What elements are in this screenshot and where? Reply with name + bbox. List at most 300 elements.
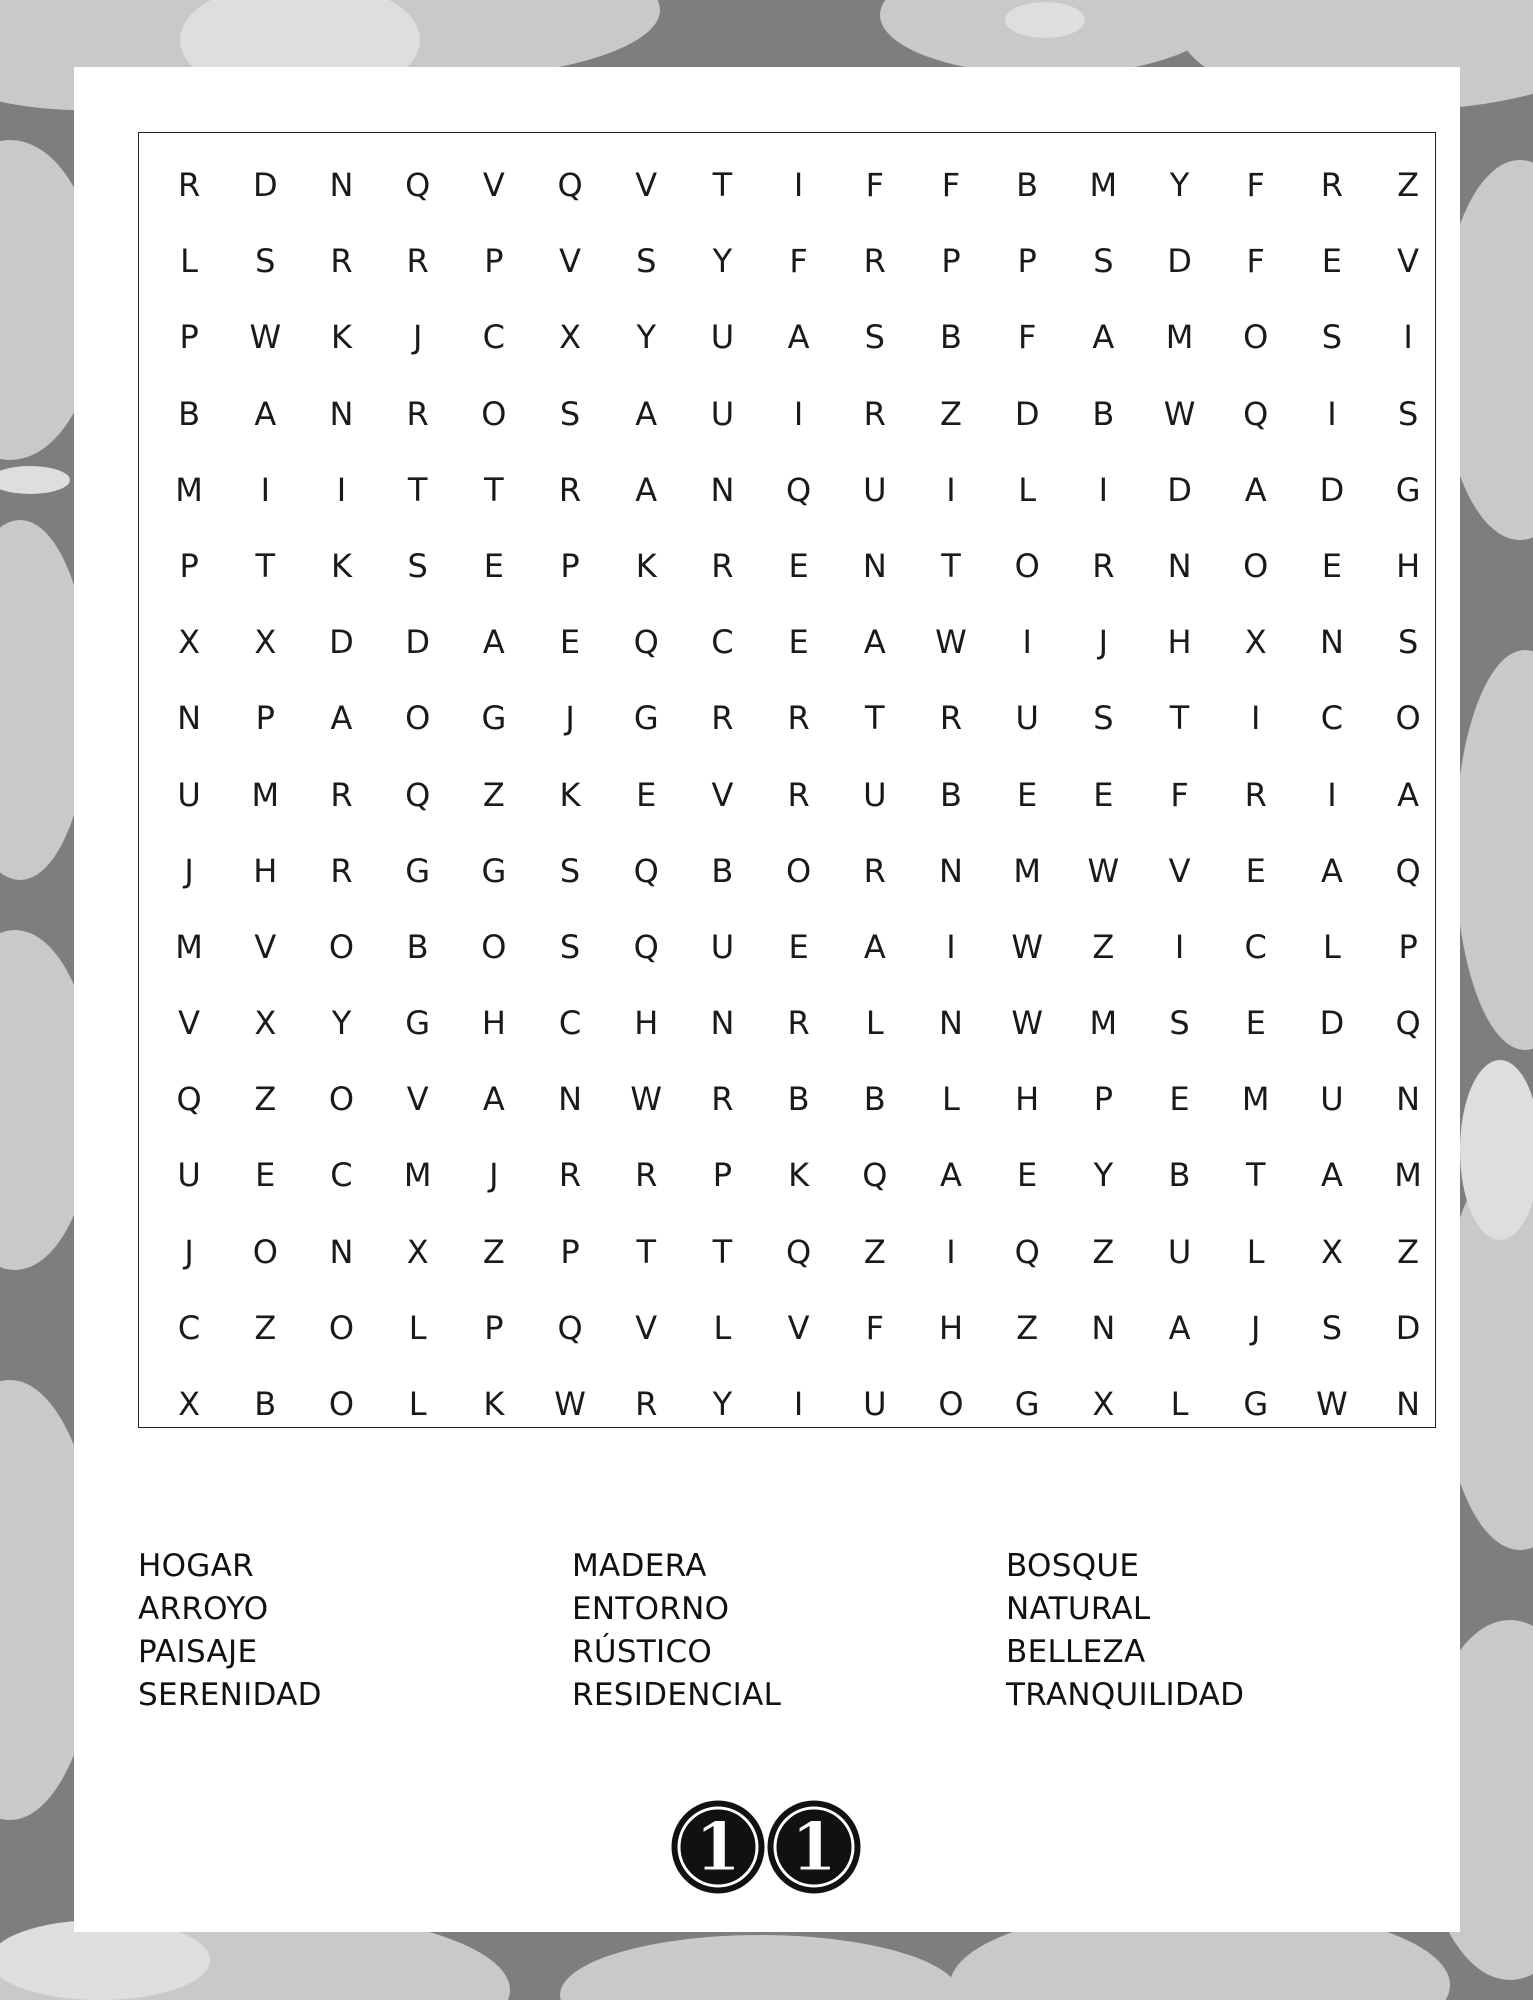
grid-letter[interactable]: K: [559, 775, 581, 814]
grid-letter[interactable]: D: [1395, 1308, 1421, 1347]
grid-letter[interactable]: A: [1168, 1308, 1191, 1347]
grid-letter[interactable]: Q: [633, 927, 659, 966]
grid-letter[interactable]: P: [179, 318, 199, 357]
grid-letter[interactable]: G: [405, 1004, 431, 1043]
grid-letter[interactable]: S: [559, 851, 581, 890]
grid-letter[interactable]: U: [863, 470, 887, 509]
grid-letter[interactable]: G: [481, 851, 507, 890]
grid-letter[interactable]: L: [865, 1004, 884, 1043]
grid-letter[interactable]: A: [330, 699, 353, 738]
grid-letter[interactable]: T: [865, 699, 885, 738]
grid-letter[interactable]: D: [329, 623, 354, 662]
grid-letter[interactable]: K: [788, 1156, 810, 1195]
grid-letter[interactable]: L: [1018, 470, 1037, 509]
grid-letter[interactable]: E: [483, 546, 504, 585]
grid-letter[interactable]: C: [177, 1308, 201, 1347]
grid-letter[interactable]: J: [489, 1156, 499, 1195]
grid-letter[interactable]: M: [1013, 851, 1041, 890]
grid-letter[interactable]: P: [560, 546, 580, 585]
grid-letter[interactable]: R: [863, 851, 886, 890]
grid-letter[interactable]: R: [558, 1156, 582, 1195]
grid-letter[interactable]: X: [1244, 623, 1267, 662]
grid-letter[interactable]: N: [1319, 623, 1344, 662]
grid-letter[interactable]: M: [1089, 166, 1118, 204]
grid-letter[interactable]: Q: [1243, 394, 1269, 433]
grid-letter[interactable]: R: [177, 166, 201, 204]
grid-letter[interactable]: G: [1243, 1385, 1269, 1423]
grid-letter[interactable]: Q: [1395, 1004, 1421, 1043]
grid-letter[interactable]: S: [1321, 318, 1343, 357]
grid-letter[interactable]: I: [1327, 394, 1337, 433]
grid-letter[interactable]: G: [1395, 470, 1421, 509]
grid-letter[interactable]: N: [1396, 1385, 1421, 1423]
grid-letter[interactable]: A: [1320, 1156, 1343, 1195]
grid-letter[interactable]: Z: [254, 1080, 277, 1119]
grid-letter[interactable]: Z: [482, 775, 505, 814]
grid-letter[interactable]: U: [1167, 1232, 1192, 1271]
grid-letter[interactable]: J: [1098, 623, 1109, 662]
grid-letter[interactable]: B: [939, 775, 962, 814]
grid-letter[interactable]: Q: [405, 775, 431, 814]
grid-letter[interactable]: Q: [176, 1080, 202, 1119]
grid-letter[interactable]: E: [255, 1156, 276, 1195]
grid-letter[interactable]: K: [330, 318, 352, 357]
grid-letter[interactable]: X: [254, 623, 277, 662]
grid-letter[interactable]: R: [939, 699, 963, 738]
grid-letter[interactable]: W: [249, 318, 282, 357]
grid-letter[interactable]: E: [1093, 775, 1114, 814]
grid-letter[interactable]: I: [1022, 623, 1032, 662]
grid-letter[interactable]: Q: [862, 1156, 888, 1195]
grid-letter[interactable]: B: [787, 1080, 810, 1119]
grid-letter[interactable]: S: [407, 546, 428, 585]
grid-letter[interactable]: E: [1017, 775, 1038, 814]
grid-letter[interactable]: W: [1087, 851, 1120, 890]
grid-letter[interactable]: B: [1016, 166, 1039, 204]
grid-letter[interactable]: R: [330, 242, 353, 281]
grid-letter[interactable]: V: [635, 1308, 658, 1347]
grid-letter[interactable]: N: [329, 166, 354, 204]
grid-letter[interactable]: L: [408, 1385, 427, 1423]
grid-letter[interactable]: E: [636, 775, 657, 814]
grid-letter[interactable]: R: [406, 242, 429, 281]
grid-letter[interactable]: V: [711, 775, 734, 814]
grid-letter[interactable]: I: [793, 394, 804, 433]
grid-letter[interactable]: P: [255, 699, 275, 738]
grid-letter[interactable]: Z: [254, 1308, 277, 1347]
grid-letter[interactable]: P: [712, 1156, 733, 1195]
grid-letter[interactable]: L: [1322, 927, 1341, 966]
grid-letter[interactable]: I: [793, 166, 804, 204]
grid-letter[interactable]: N: [862, 546, 887, 585]
grid-letter[interactable]: F: [1170, 775, 1189, 814]
grid-letter[interactable]: Z: [1016, 1308, 1039, 1347]
grid-letter[interactable]: Y: [712, 1385, 733, 1423]
grid-letter[interactable]: X: [1092, 1385, 1115, 1423]
grid-letter[interactable]: A: [1244, 470, 1267, 509]
grid-letter[interactable]: T: [484, 470, 504, 509]
grid-letter[interactable]: O: [328, 1385, 355, 1423]
grid-letter[interactable]: J: [565, 699, 575, 738]
grid-letter[interactable]: C: [1320, 699, 1344, 738]
grid-letter[interactable]: C: [482, 318, 506, 357]
grid-letter[interactable]: H: [634, 1004, 659, 1043]
grid-letter[interactable]: W: [935, 623, 967, 662]
grid-letter[interactable]: G: [405, 851, 431, 890]
grid-letter[interactable]: N: [558, 1080, 582, 1119]
grid-letter[interactable]: Q: [1014, 1232, 1040, 1271]
grid-letter[interactable]: U: [177, 1156, 201, 1195]
grid-letter[interactable]: Y: [636, 318, 656, 357]
grid-letter[interactable]: U: [863, 1385, 887, 1423]
grid-letter[interactable]: Z: [1397, 166, 1420, 204]
grid-letter[interactable]: S: [1321, 1308, 1343, 1347]
page-number-badge-left: [673, 1802, 763, 1892]
grid-letter[interactable]: P: [941, 242, 961, 281]
grid-letter[interactable]: N: [939, 1004, 963, 1043]
grid-letter[interactable]: F: [941, 166, 961, 204]
grid-letter[interactable]: I: [1174, 927, 1185, 966]
grid-letter[interactable]: H: [1167, 623, 1192, 662]
grid-letter[interactable]: X: [178, 1385, 201, 1423]
grid-letter[interactable]: W: [1011, 1004, 1043, 1043]
grid-letter[interactable]: D: [1319, 1004, 1345, 1043]
grid-letter[interactable]: J: [412, 318, 423, 357]
grid-letter[interactable]: I: [336, 470, 347, 509]
grid-letter[interactable]: T: [407, 470, 428, 509]
grid-letter[interactable]: B: [406, 927, 429, 966]
grid-letter[interactable]: A: [940, 1156, 962, 1195]
grid-letter[interactable]: L: [713, 1308, 732, 1347]
grid-letter[interactable]: M: [175, 470, 203, 509]
grid-letter[interactable]: B: [711, 851, 734, 890]
grid-letter[interactable]: S: [1093, 699, 1114, 738]
grid-letter[interactable]: Y: [712, 242, 733, 281]
grid-letter[interactable]: D: [1167, 242, 1192, 281]
grid-letter[interactable]: Q: [1395, 851, 1421, 890]
grid-letter[interactable]: S: [559, 927, 581, 966]
grid-letter[interactable]: D: [405, 623, 430, 662]
grid-letter[interactable]: W: [1316, 1385, 1348, 1423]
grid-letter[interactable]: I: [260, 470, 270, 509]
grid-letter[interactable]: A: [1320, 851, 1343, 890]
grid-letter[interactable]: O: [481, 927, 507, 966]
grid-letter[interactable]: Y: [331, 1004, 352, 1043]
grid-letter[interactable]: L: [180, 242, 198, 281]
grid-letter[interactable]: Y: [1169, 166, 1190, 204]
grid-letter[interactable]: N: [1091, 1308, 1116, 1347]
grid-letter[interactable]: O: [1395, 699, 1421, 738]
grid-letter[interactable]: T: [712, 166, 733, 204]
grid-letter[interactable]: O: [1014, 546, 1040, 585]
grid-letter[interactable]: Z: [1092, 927, 1115, 966]
grid-letter[interactable]: A: [635, 470, 658, 509]
grid-letter[interactable]: V: [635, 166, 658, 204]
grid-letter[interactable]: D: [252, 166, 278, 204]
word-list-column: [1006, 1545, 1398, 1717]
grid-letter[interactable]: P: [484, 242, 504, 281]
grid-letter[interactable]: R: [863, 242, 886, 281]
grid-letter[interactable]: S: [1397, 623, 1419, 662]
grid-letter[interactable]: P: [1017, 242, 1037, 281]
grid-letter[interactable]: M: [403, 1156, 432, 1195]
grid-letter[interactable]: V: [1397, 242, 1420, 281]
grid-letter[interactable]: D: [1014, 394, 1040, 433]
grid-letter[interactable]: U: [710, 927, 735, 966]
grid-letter[interactable]: O: [405, 699, 431, 738]
grid-letter[interactable]: Q: [633, 623, 659, 662]
grid-letter[interactable]: O: [328, 1080, 355, 1119]
grid-padding: [380, 133, 456, 169]
grid-letter[interactable]: X: [178, 623, 201, 662]
grid-letter[interactable]: E: [1245, 851, 1266, 890]
grid-letter[interactable]: C: [711, 623, 734, 662]
grid-letter[interactable]: E: [1321, 242, 1343, 281]
grid-letter[interactable]: F: [789, 242, 808, 281]
word-list-item: ARROYO: [138, 1591, 269, 1627]
grid-letter[interactable]: N: [329, 394, 354, 433]
grid-letter[interactable]: R: [863, 394, 886, 433]
grid-letter[interactable]: B: [254, 1385, 277, 1423]
grid-letter[interactable]: X: [559, 318, 581, 357]
grid-letter[interactable]: V: [178, 1004, 201, 1043]
grid-padding: [532, 133, 608, 169]
grid-letter[interactable]: W: [1163, 394, 1196, 433]
grid-letter[interactable]: R: [1244, 775, 1267, 814]
grid-letter[interactable]: B: [178, 394, 201, 433]
grid-letter[interactable]: E: [788, 623, 809, 662]
grid-letter[interactable]: Z: [482, 1232, 505, 1271]
grid-letter[interactable]: R: [711, 699, 734, 738]
grid-letter[interactable]: Q: [633, 851, 659, 890]
grid-letter[interactable]: E: [788, 546, 809, 585]
grid-letter[interactable]: M: [175, 927, 203, 966]
grid-letter[interactable]: J: [184, 851, 194, 890]
grid-letter[interactable]: U: [1320, 1080, 1344, 1119]
grid-letter[interactable]: E: [1321, 546, 1343, 585]
grid-letter[interactable]: R: [711, 1080, 734, 1119]
grid-letter[interactable]: O: [938, 1385, 964, 1423]
grid-letter[interactable]: R: [406, 394, 429, 433]
grid-letter[interactable]: H: [481, 1004, 506, 1043]
grid-letter[interactable]: N: [1396, 1080, 1421, 1119]
grid-padding: [1294, 133, 1370, 169]
grid-letter[interactable]: N: [177, 699, 202, 738]
grid-letter[interactable]: A: [1397, 775, 1420, 814]
grid-letter[interactable]: Q: [405, 166, 431, 204]
grid-letter[interactable]: N: [710, 470, 735, 509]
grid-letter[interactable]: O: [328, 927, 355, 966]
grid-letter[interactable]: H: [253, 851, 278, 890]
grid-letter[interactable]: R: [635, 1156, 658, 1195]
grid-letter[interactable]: E: [1017, 1156, 1038, 1195]
grid-letter[interactable]: G: [481, 699, 507, 738]
grid-letter[interactable]: O: [1243, 546, 1269, 585]
grid-letter[interactable]: V: [406, 1080, 429, 1119]
grid-letter[interactable]: S: [864, 318, 885, 357]
grid-letter[interactable]: M: [1394, 1156, 1422, 1195]
grid-letter[interactable]: G: [633, 699, 659, 738]
grid-letter[interactable]: O: [1243, 318, 1269, 357]
grid-letter[interactable]: P: [1398, 927, 1418, 966]
grid-letter[interactable]: Z: [940, 394, 962, 433]
grid-letter[interactable]: Z: [863, 1232, 886, 1271]
grid-letter[interactable]: X: [406, 1232, 429, 1271]
grid-letter[interactable]: H: [1015, 1080, 1040, 1119]
grid-letter[interactable]: I: [946, 927, 956, 966]
grid-letter[interactable]: Y: [1093, 1156, 1114, 1195]
grid-letter[interactable]: I: [1251, 699, 1261, 738]
grid-letter[interactable]: P: [560, 1232, 580, 1271]
grid-letter[interactable]: Q: [557, 166, 583, 204]
grid-letter[interactable]: A: [254, 394, 277, 433]
grid-letter[interactable]: B: [939, 318, 962, 357]
grid-letter[interactable]: M: [1089, 1004, 1118, 1043]
grid-letter[interactable]: M: [1241, 1080, 1270, 1119]
grid-letter[interactable]: M: [251, 775, 280, 814]
grid-letter[interactable]: Q: [557, 1308, 583, 1347]
grid-letter[interactable]: Q: [786, 470, 812, 509]
grid-letter[interactable]: T: [1169, 699, 1190, 738]
grid-letter[interactable]: S: [1397, 394, 1419, 433]
grid-letter[interactable]: A: [787, 318, 810, 357]
grid-letter[interactable]: I: [1098, 470, 1109, 509]
grid-letter[interactable]: N: [1167, 546, 1192, 585]
grid-letter[interactable]: R: [330, 775, 353, 814]
grid-letter[interactable]: W: [630, 1080, 663, 1119]
grid-letter[interactable]: T: [941, 546, 961, 585]
grid-letter[interactable]: E: [1169, 1080, 1190, 1119]
grid-letter[interactable]: O: [481, 394, 507, 433]
grid-letter[interactable]: A: [482, 1080, 505, 1119]
grid-letter[interactable]: C: [1244, 927, 1267, 966]
grid-letter[interactable]: U: [863, 775, 887, 814]
grid-letter[interactable]: I: [793, 1385, 804, 1423]
grid-letter[interactable]: U: [710, 394, 735, 433]
grid-letter[interactable]: R: [330, 851, 353, 890]
grid-letter[interactable]: V: [1168, 851, 1191, 890]
grid-letter[interactable]: Z: [1092, 1232, 1115, 1271]
grid-letter[interactable]: B: [1168, 1156, 1191, 1195]
grid-letter[interactable]: P: [484, 1308, 504, 1347]
grid-letter[interactable]: R: [787, 699, 810, 738]
grid-letter[interactable]: I: [1327, 775, 1337, 814]
grid-letter[interactable]: A: [863, 623, 886, 662]
grid-letter[interactable]: P: [1093, 1080, 1113, 1119]
grid-letter[interactable]: N: [939, 851, 963, 890]
grid-letter[interactable]: G: [1014, 1385, 1040, 1423]
grid-letter[interactable]: T: [712, 1232, 733, 1271]
grid-letter[interactable]: K: [330, 546, 352, 585]
grid-letter[interactable]: I: [946, 1232, 956, 1271]
grid-letter[interactable]: N: [710, 1004, 735, 1043]
grid-letter[interactable]: R: [787, 775, 810, 814]
grid-letter[interactable]: R: [787, 1004, 810, 1043]
grid-letter[interactable]: E: [559, 623, 581, 662]
word-list-item: RÚSTICO: [572, 1634, 713, 1670]
grid-letter[interactable]: F: [1246, 166, 1265, 204]
grid-letter[interactable]: W: [1011, 927, 1043, 966]
grid-letter[interactable]: C: [558, 1004, 582, 1043]
grid-letter[interactable]: P: [179, 546, 199, 585]
grid-letter[interactable]: V: [559, 242, 581, 281]
grid-letter[interactable]: S: [255, 242, 276, 281]
grid-letter[interactable]: K: [635, 546, 657, 585]
grid-letter[interactable]: A: [482, 623, 505, 662]
grid-letter[interactable]: Z: [1397, 1232, 1420, 1271]
grid-letter[interactable]: V: [254, 927, 277, 966]
grid-letter[interactable]: U: [710, 318, 735, 357]
grid-letter[interactable]: F: [1017, 318, 1037, 357]
grid-letter[interactable]: B: [1092, 394, 1115, 433]
grid-letter[interactable]: L: [408, 1308, 427, 1347]
grid-letter[interactable]: O: [786, 851, 812, 890]
letter-grid: [151, 133, 1423, 1429]
grid-letter[interactable]: U: [1015, 699, 1039, 738]
grid-letter[interactable]: R: [711, 546, 734, 585]
grid-letter[interactable]: L: [942, 1080, 960, 1119]
grid-letter[interactable]: U: [177, 775, 201, 814]
grid-letter[interactable]: R: [635, 1385, 658, 1423]
grid-letter[interactable]: O: [252, 1232, 278, 1271]
grid-letter[interactable]: N: [329, 1232, 354, 1271]
grid-letter[interactable]: T: [636, 1232, 656, 1271]
grid-letter[interactable]: H: [1396, 546, 1421, 585]
grid-letter[interactable]: X: [254, 1004, 277, 1043]
grid-letter[interactable]: A: [635, 394, 658, 433]
grid-letter[interactable]: A: [863, 927, 886, 966]
grid-letter[interactable]: V: [482, 166, 505, 204]
grid-letter[interactable]: J: [184, 1232, 194, 1271]
grid-letter[interactable]: E: [788, 927, 809, 966]
grid-letter[interactable]: F: [865, 166, 884, 204]
grid-letter[interactable]: B: [863, 1080, 886, 1119]
grid-letter[interactable]: S: [1093, 242, 1114, 281]
grid-letter[interactable]: L: [1246, 1232, 1265, 1271]
grid-letter[interactable]: X: [1320, 1232, 1343, 1271]
grid-letter[interactable]: F: [865, 1308, 884, 1347]
grid-letter[interactable]: V: [787, 1308, 810, 1347]
grid-letter[interactable]: S: [1169, 1004, 1190, 1043]
grid-letter[interactable]: C: [330, 1156, 353, 1195]
grid-letter[interactable]: D: [1167, 470, 1192, 509]
grid-letter[interactable]: H: [938, 1308, 963, 1347]
grid-letter[interactable]: O: [328, 1308, 355, 1347]
grid-letter[interactable]: T: [1245, 1156, 1266, 1195]
grid-letter[interactable]: R: [558, 470, 582, 509]
grid-letter[interactable]: R: [1092, 546, 1115, 585]
grid-letter[interactable]: Q: [786, 1232, 812, 1271]
grid-letter[interactable]: R: [1320, 166, 1344, 204]
grid-padding: [303, 133, 379, 169]
grid-letter[interactable]: A: [1092, 318, 1115, 357]
grid-letter[interactable]: I: [1403, 318, 1413, 357]
grid-letter[interactable]: I: [946, 470, 956, 509]
grid-letter[interactable]: K: [483, 1385, 505, 1423]
grid-letter[interactable]: T: [255, 546, 276, 585]
page-number-badge-right: [769, 1802, 859, 1892]
grid-letter[interactable]: F: [1246, 242, 1265, 281]
grid-padding: [837, 133, 913, 169]
grid-letter[interactable]: W: [554, 1385, 586, 1423]
grid-letter[interactable]: D: [1319, 470, 1345, 509]
grid-letter[interactable]: J: [1251, 1308, 1261, 1347]
grid-letter[interactable]: L: [1170, 1385, 1189, 1423]
grid-letter[interactable]: S: [636, 242, 657, 281]
grid-letter[interactable]: E: [1245, 1004, 1266, 1043]
grid-letter[interactable]: M: [1165, 318, 1194, 357]
grid-letter[interactable]: S: [559, 394, 581, 433]
